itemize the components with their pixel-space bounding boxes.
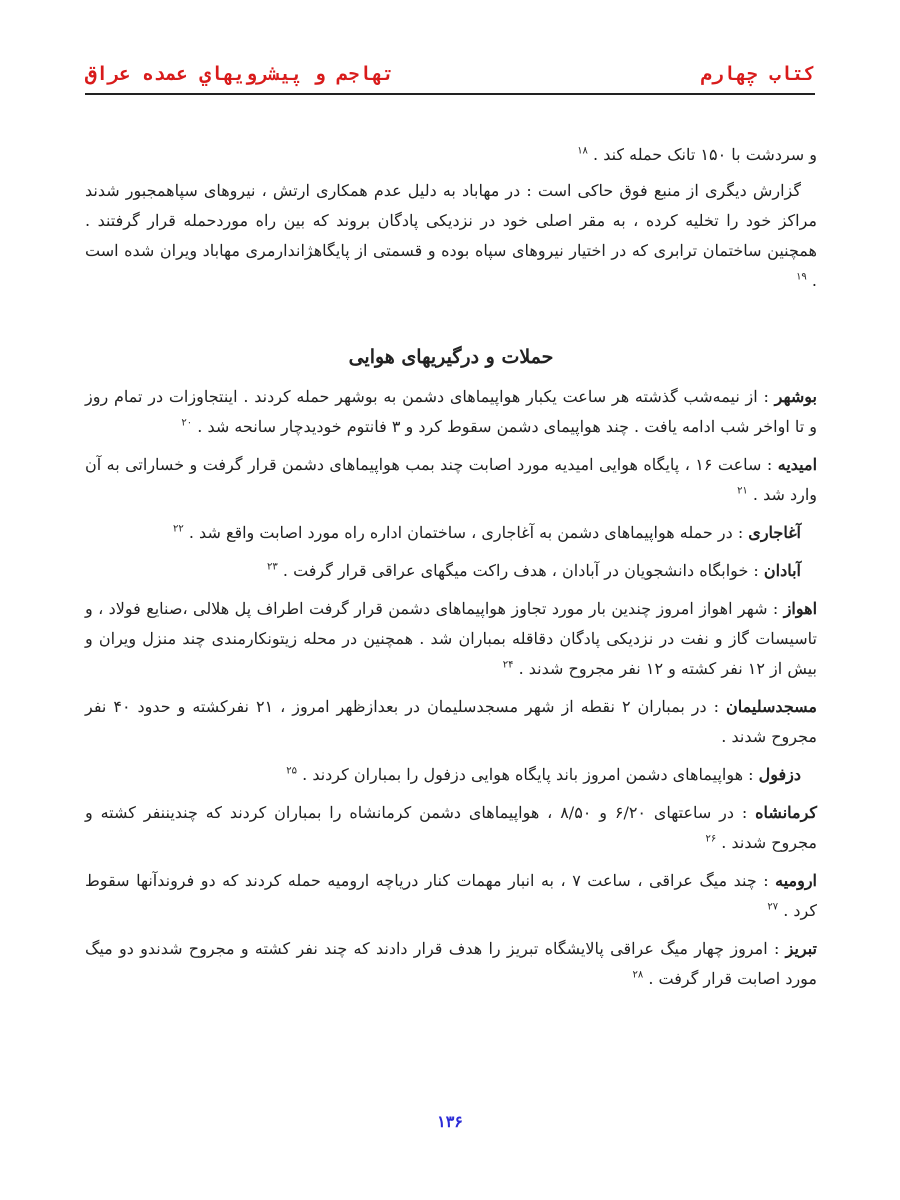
footnote-ref: ۲۶ <box>705 833 717 845</box>
body-text <box>85 140 817 1002</box>
place-name: امیدیه <box>777 455 818 474</box>
entry-text: ساعت ۱۶ ، پایگاه هوایی امیدیه مورد اصابت چند بمب هواپیماهای دشمن قرار گرفت و خساراتی به آن وارد شد . <box>85 455 817 504</box>
header-chapter-title: تهاجم و پيشرويهاي عمده عراق <box>85 63 394 85</box>
report-entry: امیدیه : ساعت ۱۶ ، پایگاه هوایی امیدیه مورد اصابت چند بمب هواپیماهای دشمن قرار گرفت و خساراتی به آن وارد شد . $^{۲۱}$ <box>85 455 818 504</box>
report-entry: اهواز : شهر اهواز امروز چندین بار مورد تجاوز هواپیماهای دشمن قرار گرفت اطراف پل هلالی ،صنایع فولاد ، و تاسیسات گاز و نفت در نزدیکی پادگان دقاقله بمباران شد . همچنین در محله زیتونکارمندی چند منزل ویران و بیش از ۱۲ نفر کشته و ۱۲ نفر مجروح شدند . $^{۲۴}$ <box>85 599 818 678</box>
entry-text: خوابگاه دانشجویان در آبادان ، هدف راکت میگهای عراقی قرار گرفت . <box>282 561 749 580</box>
place-name: بوشهر <box>774 387 817 406</box>
footnote-ref: ۲۱ <box>737 485 748 497</box>
place-name: ارومیه <box>775 871 817 890</box>
paragraph <box>85 176 817 296</box>
header-book-title: كتاب چهارم <box>700 63 815 85</box>
paragraph-text: و سردشت با ۱۵۰ تانک حمله کند . <box>593 145 817 164</box>
place-name: دزفول <box>758 765 801 784</box>
entry-text: شهر اهواز امروز چندین بار مورد تجاوز هواپیماهای دشمن قرار گرفت اطراف پل هلالی ،صنایع فولاد ، و تاسیسات گاز و نفت در نزدیکی پادگان دقاقله بمباران شد . همچنین در محله زیتونکارمندی چند منزل ویران و بیش از ۱۲ نفر کشته و ۱۲ نفر مجروح شدند . <box>85 599 817 678</box>
place-name: کرمانشاه <box>755 803 818 822</box>
report-entry: آبادان : خوابگاه دانشجویان در آبادان ، هدف راکت میگهای عراقی قرار گرفت . $^{۲۳}$ <box>267 561 801 580</box>
report-entry: بوشهر : از نیمه‌شب گذشته هر ساعت یکبار هواپیماهای دشمن به بوشهر حمله کردند . اینتجاوزات در تمام روز و تا اواخر شب ادامه یافت . چند هواپیمای دشمن سقوط کرد و ۳ فانتوم خودیدچار سانحه شد . $^{۲۰}$ <box>85 387 817 436</box>
place-name: آبادان <box>763 561 801 580</box>
place-name: مسجدسلیمان <box>726 697 817 716</box>
footnote-ref: ۲۸ <box>632 969 644 981</box>
report-entry: آغاجاری : در حمله هواپیماهای دشمن به آغاجاری ، ساختمان اداره راه مورد اصابت واقع شد . $^{۲۲}$ <box>173 523 801 542</box>
report-entry: تبریز : امروز چهار میگ عراقی پالایشگاه تبریز را هدف قرار دادند که چند نفر کشته و مجروح شدندو دو میگ مورد اصابت قرار گرفت . $^{۲۸}$ <box>85 939 817 988</box>
page-number: ۱۳۶ <box>437 1112 463 1131</box>
place-name: اهواز <box>783 599 818 618</box>
footnote-ref: ۲۳ <box>267 561 278 573</box>
footnote-ref: ۲۰ <box>181 417 193 429</box>
report-entry: مسجدسلیمان : در بمباران ۲ نقطه از شهر مسجدسلیمان در بعدازظهر امروز ، ۲۱ نفرکشته و حدود ۴۰ نفر مجروح شدند . <box>85 697 817 746</box>
entry-text: در حمله هواپیماهای دشمن به آغاجاری ، ساختمان اداره راه مورد اصابت واقع شد . <box>188 523 733 542</box>
entry-text: از نیمه‌شب گذشته هر ساعت یکبار هواپیماهای دشمن به بوشهر حمله کردند . اینتجاوزات در تمام روز و تا اواخر شب ادامه یافت . چند هواپیمای دشمن سقوط کرد و ۳ فانتوم خودیدچار سانحه شد . <box>85 387 817 436</box>
paragraph-text: گزارش دیگری از منبع فوق حاکی است : در مهاباد به دلیل عدم همکاری ارتش ، نیروهای سپاهمجبور شدند مراکز خود را تخلیه کرده ، به مقر اصلی خود در نزدیکی پادگان بروند که بین راه موردحمله قرار گرفتند . همچنین ساختمان ترابری که در اختیار نیروهای سپاه بوده و قسمتی از پایگاهژاندارمری مهاباد ویران شده است . <box>85 181 818 290</box>
footnote-ref: ۱۹ <box>796 271 807 283</box>
entry-text: چند میگ عراقی ، ساعت ۷ ، به انبار مهمات کنار دریاچه ارومیه حمله کردند که دو فروندآنها سقوط کرد . <box>85 871 817 920</box>
report-entry: دزفول : هواپیماهای دشمن امروز باند پایگاه هوایی دزفول را بمباران کردند . $^{۲۵}$ <box>286 765 801 784</box>
place-name: تبریز <box>785 939 817 958</box>
entry-text: هواپیماهای دشمن امروز باند پایگاه هوایی دزفول را بمباران کردند . <box>302 765 744 784</box>
report-entry: کرمانشاه : در ساعتهای ۶/۲۰ و ۸/۵۰ ، هواپیماهای دشمن کرمانشاه را بمباران کردند که چندیننفر کشته و مجروح شدند . $^{۲۶}$ <box>85 803 818 852</box>
footnote-ref: ۲۴ <box>502 659 514 671</box>
place-name: آغاجاری <box>748 523 801 542</box>
paragraph <box>85 140 817 170</box>
section-title: حملات و درگیریهای هوایی <box>348 346 554 368</box>
report-entry: ارومیه : چند میگ عراقی ، ساعت ۷ ، به انبار مهمات کنار دریاچه ارومیه حمله کردند که دو فروندآنها سقوط کرد . $^{۲۷}$ <box>85 871 817 920</box>
footnote-ref: ۲۲ <box>173 523 184 535</box>
footnote-ref: ۱۸ <box>577 145 588 157</box>
entry-text: در بمباران ۲ نقطه از شهر مسجدسلیمان در بعدازظهر امروز ، ۲۱ نفرکشته و حدود ۴۰ نفر مجروح شدند . <box>85 697 817 746</box>
entry-text: در ساعتهای ۶/۲۰ و ۸/۵۰ ، هواپیماهای دشمن کرمانشاه را بمباران کردند که چندیننفر کشته و مجروح شدند . <box>85 803 817 852</box>
footnote-ref: ۲۵ <box>286 765 298 777</box>
running-header <box>85 55 815 95</box>
footnote-ref: ۲۷ <box>767 901 779 913</box>
entry-text: امروز چهار میگ عراقی پالایشگاه تبریز را هدف قرار دادند که چند نفر کشته و مجروح شدندو دو میگ مورد اصابت قرار گرفت . <box>85 939 817 988</box>
